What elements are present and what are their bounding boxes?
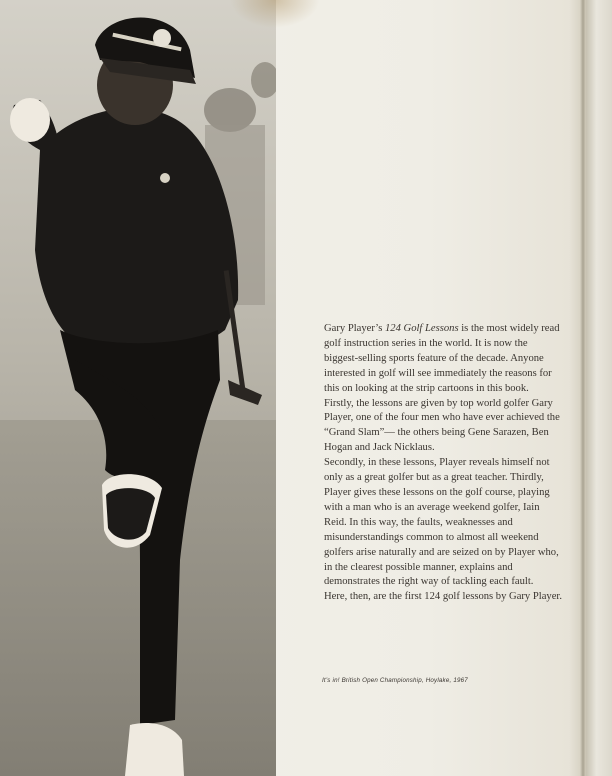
golfer-celebrating-photo — [0, 0, 276, 776]
page-edge — [586, 0, 612, 776]
golfer-photo — [0, 0, 276, 776]
closing-paragraph: Here, then, are the first 124 golf lessons by Gary Player. — [324, 591, 563, 603]
description-text — [324, 322, 564, 605]
page-stain — [230, 0, 320, 28]
firstly-paragraph: Firstly, the lessons are given by top world golfer Gary Player, one of the four men who have ever achieved the “Grand Slam”— the others being Gene Sarazen, Ben Hogan and Jack Nicklaus. — [324, 397, 560, 454]
intro-paragraph: Gary Player’s 124 Golf Lessons is the most widely read golf instruction series in the world. It is now the biggest-selling sports feature of the decade. Anyone interested in golf will see immediately the reasons for this on looking at the strip cartoons in this book. — [324, 323, 560, 394]
book-title: 124 Golf Lessons — [385, 323, 459, 334]
photo-caption: It’s in! British Open Championship, Hoylake, 1967 — [322, 677, 468, 684]
secondly-paragraph: Secondly, in these lessons, Player reveals himself not only as a great golfer but as a great teacher. Thirdly, Player gives these lessons on the golf course, playing with a man who is an average weekend golfer, Iain Reid. In this way, the faults, weaknesses and misunderstandings common to almost all weekend golfers arise naturally and are seized on by Player who, in the clearest possible manner, explains and demonstrates the right way of tackling each fault. — [324, 457, 559, 588]
